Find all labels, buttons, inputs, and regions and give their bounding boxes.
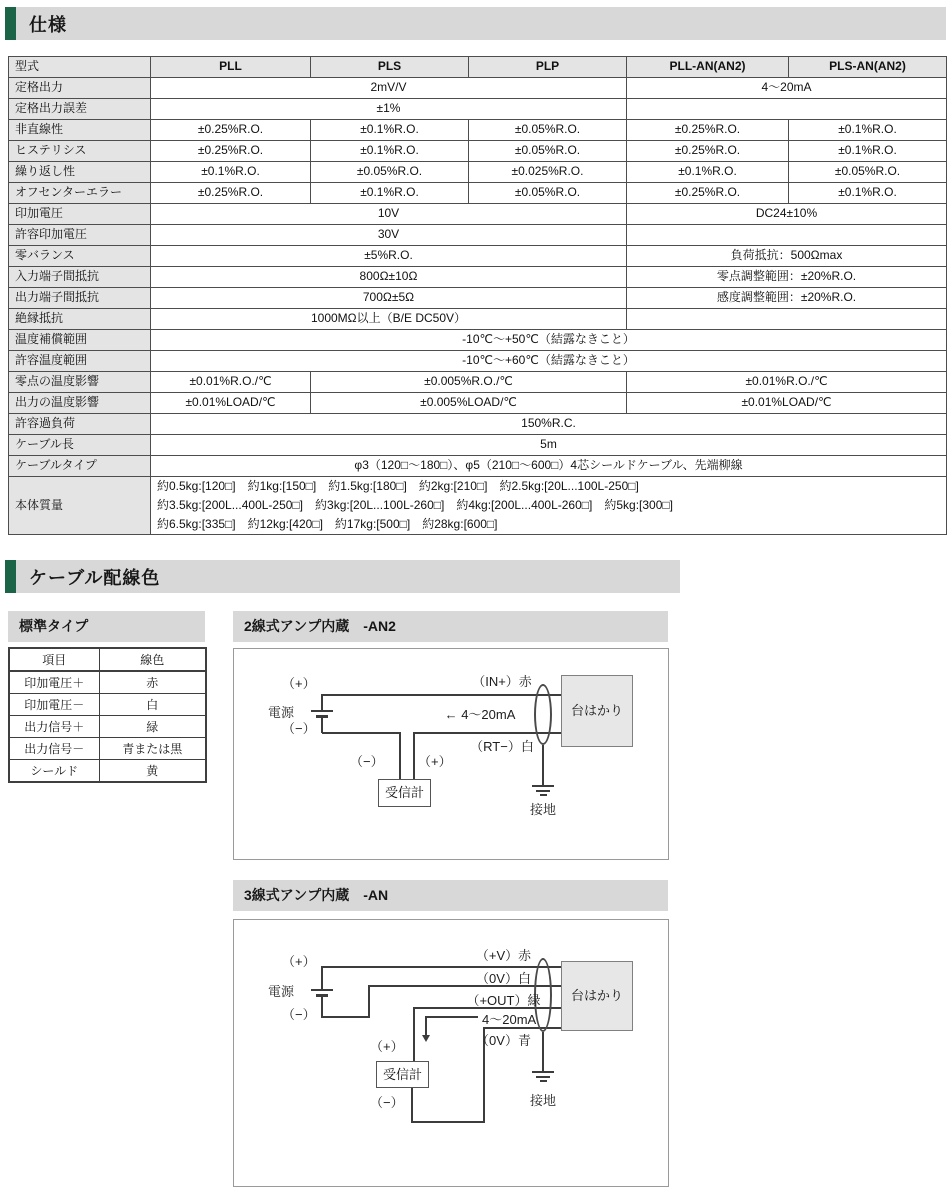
table-header-row [9,57,947,78]
table-row [9,309,947,330]
row-label: 入力端子間抵抗 [9,267,151,288]
row-label: 本体質量 [9,477,151,535]
table-row [9,204,947,225]
color-table-row [9,760,206,783]
row-label: 絶縁抵抗 [9,309,151,330]
table-cell: ±5%R.O. [151,246,627,267]
row-label: 定格出力誤差 [9,99,151,120]
table-cell [627,99,947,120]
power-plus-label: （+） [282,954,316,969]
table-cell: 150%R.C. [151,414,947,435]
table-row [9,162,947,183]
battery-long-plate [311,710,333,712]
table-cell: 零点調整範囲：±20%R.O. [627,267,947,288]
row-label: 温度補償範囲 [9,330,151,351]
table-row [9,456,947,477]
current-arrow-label: ← 4～20mA [444,707,516,722]
wire-to-receiver-plus [413,1007,415,1061]
table-cell: 2mV/V [151,78,627,99]
wire-battery-bottom [321,997,323,1018]
table-cell: ±0.1%R.O. [311,141,469,162]
wire-receiver-minus [399,732,401,779]
table-row [9,225,947,246]
table-cell: ±0.25%R.O. [627,183,789,204]
wire-bottom-jog [322,1016,370,1018]
table-row [9,351,947,372]
mass-line: 約0.5kg:[120□] 約1kg:[150□] 約1.5kg:[180□] 約2kg:[210□] 約2.5kg:[20L...100L-250□] [157,479,639,493]
wire-color-cell: 白 [99,694,206,716]
table-cell: ±0.01%R.O./℃ [627,372,947,393]
ground-symbol [540,794,547,796]
receiver-plus-label: （+） [418,754,452,769]
receiver-minus-label: （−） [350,754,384,769]
wire-jog-up [368,985,370,1018]
wire-battery-top [321,694,323,711]
subheader-3wire-an: 3線式アンプ内蔵 -AN [233,880,668,911]
row-label: ケーブルタイプ [9,456,151,477]
row-label: 許容印加電圧 [9,225,151,246]
color-item-cell: 印加電圧－ [9,694,99,716]
row-label: 定格出力 [9,78,151,99]
column-header: PLP [469,57,627,78]
table-cell: DC24±10% [627,204,947,225]
table-row [9,477,947,535]
ground-symbol [532,785,554,787]
column-header: PLL [151,57,311,78]
table-row [9,267,947,288]
table-cell: ±0.25%R.O. [151,141,311,162]
diagram-an2 [233,648,669,860]
table-cell: ±0.05%R.O. [789,162,947,183]
section-accent-bar [5,560,16,593]
row-label: ケーブル長 [9,435,151,456]
table-cell: 10V [151,204,627,225]
table-cell: ±0.1%R.O. [627,162,789,183]
column-header: PLL-AN(AN2) [627,57,789,78]
annotation-line [425,1016,478,1018]
ground-label: 接地 [529,1093,556,1108]
color-item-cell: 出力信号－ [9,738,99,760]
color-column-header: 線色 [99,648,206,671]
wire-label-in-plus: （IN+）赤 [472,674,532,689]
table-cell: 1000MΩ以上（B/E DC50V） [151,309,627,330]
row-label: 繰り返し性 [9,162,151,183]
section-title-cable: ケーブル配線色 [29,567,161,588]
table-row [9,141,947,162]
column-header: PLS [311,57,469,78]
wire-blue-bottom [411,1121,485,1123]
table-row [9,120,947,141]
table-cell: ±0.05%R.O. [469,120,627,141]
wire-label-v-plus: （+V）赤 [475,948,532,963]
table-cell: ±0.1%R.O. [789,183,947,204]
color-table [8,647,207,783]
section-header-cable [5,560,680,593]
table-cell: ±0.25%R.O. [627,120,789,141]
table-row [9,393,947,414]
table-cell: 4～20mA [627,78,947,99]
mass-line: 約3.5kg:[200L...400L-250□] 約3kg:[20L...100L-260□] 約4kg:[200L...400L-260□] 約5kg:[300□] [157,498,673,512]
table-cell: ±0.05%R.O. [311,162,469,183]
table-row [9,99,947,120]
table-cell: ±0.1%R.O. [789,120,947,141]
power-minus-label: （−） [282,1007,316,1022]
color-item-cell: 印加電圧＋ [9,671,99,694]
row-label: 型式 [9,57,151,78]
table-row [9,372,947,393]
wire-color-cell: 青または黒 [99,738,206,760]
table-row [9,435,947,456]
subheader-standard-type: 標準タイプ [8,611,205,642]
wire-bottom-left [322,732,400,734]
receiver-minus-label: （−） [370,1095,404,1110]
table-cell: ±0.1%R.O. [311,183,469,204]
table-cell: 30V [151,225,627,246]
color-table-row [9,738,206,760]
wire-battery-top [321,966,323,990]
wire-in-plus [322,694,561,696]
table-cell: ±0.1%R.O. [311,120,469,141]
row-label: ヒステリシス [9,141,151,162]
table-cell: ±0.01%R.O./℃ [151,372,311,393]
platform-scale-box: 台はかり [561,961,633,1031]
table-row [9,183,947,204]
row-label: 許容温度範囲 [9,351,151,372]
ground-symbol [532,1071,554,1073]
color-column-header: 項目 [9,648,99,671]
wire-label-rt-minus: （RT−）白 [470,739,534,754]
wire-receiver-plus [413,732,415,779]
row-label: 出力の温度影響 [9,393,151,414]
table-cell: ±0.1%R.O. [151,162,311,183]
annotation-line-down [425,1016,427,1036]
platform-scale-box: 台はかり [561,675,633,747]
row-label: 非直線性 [9,120,151,141]
section-title-spec: 仕様 [29,14,67,35]
receiver-box: 受信計 [376,1061,429,1088]
table-row [9,78,947,99]
table-row [9,246,947,267]
ground-symbol [540,1080,547,1082]
table-cell: ±0.25%R.O. [151,120,311,141]
power-label: 電源 [268,705,295,720]
power-label: 電源 [268,984,295,999]
table-cell: ±0.05%R.O. [469,183,627,204]
table-cell: ±0.005%LOAD/℃ [311,393,627,414]
color-table-row [9,716,206,738]
battery-long-plate [311,989,333,991]
table-cell: 5m [151,435,947,456]
table-cell: 800Ω±10Ω [151,267,627,288]
table-row [9,330,947,351]
color-item-cell: シールド [9,760,99,783]
wire-color-cell: 黄 [99,760,206,783]
table-row [9,288,947,309]
receiver-box: 受信計 [378,779,431,807]
row-label: 出力端子間抵抗 [9,288,151,309]
row-label: オフセンターエラー [9,183,151,204]
table-cell: 負荷抵抗：500Ωmax [627,246,947,267]
table-cell: ±0.025%R.O. [469,162,627,183]
table-cell: ±0.005%R.O./℃ [311,372,627,393]
row-label: 零点の温度影響 [9,372,151,393]
table-cell: ±0.1%R.O. [789,141,947,162]
subheader-2wire-an2: 2線式アンプ内蔵 -AN2 [233,611,668,642]
table-row [9,414,947,435]
section-accent-bar [5,7,16,40]
color-table-row [9,694,206,716]
column-header: PLS-AN(AN2) [789,57,947,78]
table-cell: -10℃～+50℃（結露なきこと） [151,330,947,351]
wire-color-cell: 緑 [99,716,206,738]
table-cell: ±0.25%R.O. [627,141,789,162]
receiver-plus-label: （+） [370,1039,404,1054]
current-label: 4～20mA [482,1012,537,1027]
wire-receiver-minus [411,1087,413,1123]
table-cell: φ3（120□～180□）、φ5（210□～600□）4芯シールドケーブル、先端柳線 [151,456,947,477]
power-minus-label: （−） [282,721,316,736]
color-table-header-row [9,648,206,671]
ground-symbol [536,1076,550,1078]
row-label: 印加電圧 [9,204,151,225]
row-label: 零バランス [9,246,151,267]
table-cell: 感度調整範囲：±20%R.O. [627,288,947,309]
current-arrow-icon [422,1035,430,1042]
wire-label-0v-white: （0V）白 [476,971,531,986]
table-cell [151,477,947,535]
mass-line: 約6.5kg:[335□] 約12kg:[420□] 約17kg:[500□] 約28kg:[600□] [157,517,498,531]
table-cell: ±1% [151,99,627,120]
table-cell [627,309,947,330]
table-cell: -10℃～+60℃（結露なきこと） [151,351,947,372]
wire-color-cell: 赤 [99,671,206,694]
wire-label-out-plus: （+OUT）緑 [466,993,541,1008]
table-cell [627,225,947,246]
color-table-row [9,671,206,694]
wire-battery-bottom [321,718,323,733]
ground-label: 接地 [529,802,556,817]
color-item-cell: 出力信号＋ [9,716,99,738]
diagram-an [233,919,669,1187]
ground-symbol [536,790,550,792]
table-cell: ±0.25%R.O. [151,183,311,204]
table-cell: ±0.01%LOAD/℃ [627,393,947,414]
spec-table [8,56,947,535]
table-cell: ±0.05%R.O. [469,141,627,162]
table-cell: 700Ω±5Ω [151,288,627,309]
section-header-spec [5,7,946,40]
row-label: 許容過負荷 [9,414,151,435]
power-plus-label: （+） [282,676,316,691]
wire-label-0v-blue: （0V）青 [476,1033,531,1048]
table-cell: ±0.01%LOAD/℃ [151,393,311,414]
